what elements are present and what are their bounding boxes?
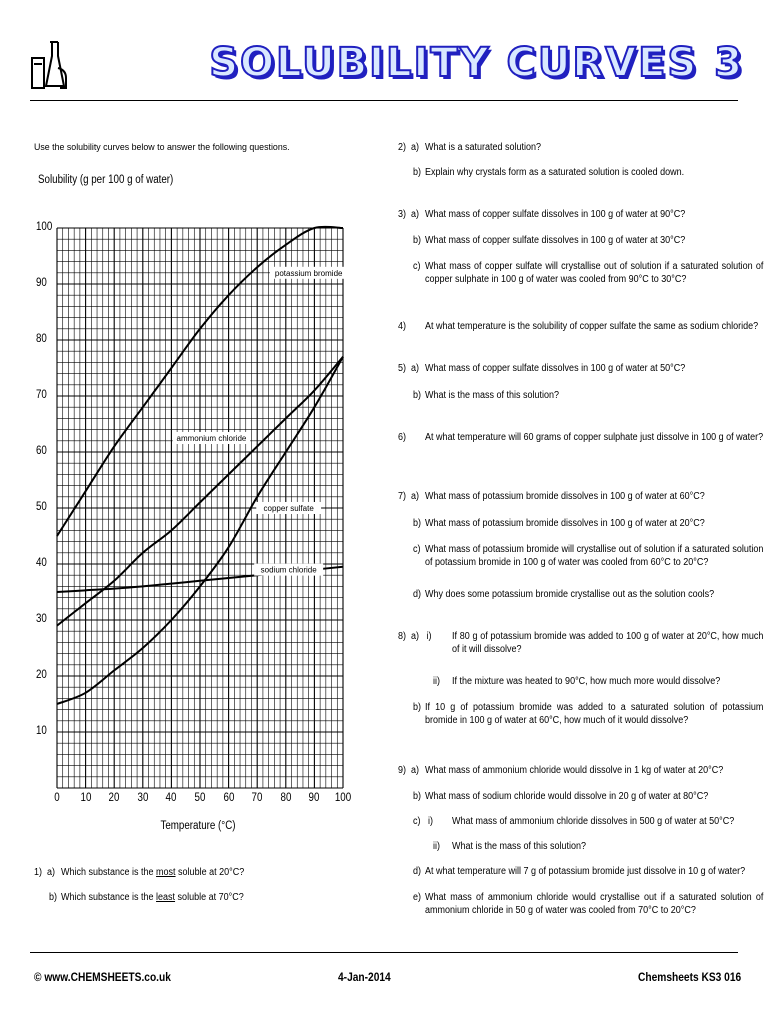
question-number: 1) a)	[34, 867, 56, 878]
x-tick-label: 100	[334, 792, 352, 804]
solubility-chart	[0, 200, 390, 820]
y-tick-label: 100	[36, 221, 53, 233]
question-text: What mass of ammonium chloride dissolves in 500 g of water at 50°C?	[452, 816, 735, 827]
y-tick-label: 20	[36, 669, 47, 681]
question-number: b)	[34, 892, 58, 903]
question-text: What mass of potassium bromide dissolves in 100 g of water at 60°C?	[425, 491, 705, 502]
curve-label: potassium bromide	[274, 268, 343, 278]
question-text: What mass of potassium bromide will crystallise out of solution if a saturated solution of potassium bromide in 100 g of water was cooled from 60°C to 20°C?	[425, 544, 764, 568]
x-tick-label: 70	[251, 792, 263, 804]
question-number: 8) a) i)	[398, 631, 432, 642]
x-tick-label: 40	[165, 792, 177, 804]
footer-reference: Chemsheets KS3 016	[638, 970, 742, 984]
question-text: What is the mass of this solution?	[452, 841, 587, 852]
question-number: 4)	[398, 321, 407, 332]
question-text: What mass of copper sulfate dissolves in 100 g of water at 50°C?	[425, 363, 686, 374]
question-text: What mass of copper sulfate dissolves in 100 g of water at 30°C?	[425, 235, 686, 246]
y-tick-label: 30	[36, 613, 47, 625]
question-text: Which substance is the least soluble at 70°C?	[61, 892, 244, 903]
y-tick-label: 10	[36, 725, 47, 737]
x-tick-label: 20	[108, 792, 120, 804]
question-number: 7) a)	[398, 491, 420, 502]
question-number: 2) a)	[398, 142, 420, 153]
x-tick-label: 80	[280, 792, 292, 804]
question-number: b)	[398, 235, 422, 246]
x-tick-label: 0	[54, 792, 60, 804]
question-text: What mass of sodium chloride would dissolve in 20 g of water at 80°C?	[425, 791, 709, 802]
question-text: If the mixture was heated to 90°C, how much more would dissolve?	[452, 676, 721, 687]
question-number: ii)	[398, 676, 441, 687]
question-text: What mass of copper sulfate will crystallise out of solution if a saturated solution of copper sulphate in 100 g of water was cooled from 90°C to 30°C?	[425, 261, 764, 285]
question-number: 6)	[398, 432, 407, 443]
footer-website: © www.CHEMSHEETS.co.uk	[34, 970, 171, 984]
question-number: b)	[398, 390, 422, 401]
curve-label: sodium chloride	[260, 565, 317, 575]
question-number: e)	[398, 892, 422, 903]
question-number: b)	[398, 791, 422, 802]
y-tick-label: 80	[36, 333, 47, 345]
question-number: ii)	[398, 841, 441, 852]
question-text: What mass of ammonium chloride would crystallise out if a saturated solution of ammonium chloride in 50 g of water was cooled from 70°C to 20°C?	[425, 892, 764, 916]
header-rule	[30, 100, 738, 101]
question-text: At what temperature is the solubility of copper sulfate the same as sodium chloride?	[425, 321, 759, 332]
footer-rule	[30, 952, 738, 953]
y-tick-label: 60	[36, 445, 47, 457]
y-tick-label: 50	[36, 501, 47, 513]
question-number: c) i)	[398, 816, 434, 827]
question-number: b)	[398, 167, 422, 178]
question-number: 9) a)	[398, 765, 420, 776]
y-tick-label: 70	[36, 389, 47, 401]
x-tick-label: 50	[194, 792, 206, 804]
curve-label: copper sulfate	[263, 504, 314, 513]
question-text: Explain why crystals form as a saturated solution is cooled down.	[425, 167, 685, 178]
x-tick-label: 30	[137, 792, 149, 804]
question-number: b)	[398, 702, 422, 713]
question-text: What is a saturated solution?	[425, 142, 542, 153]
x-tick-label: 10	[80, 792, 92, 804]
question-text: At what temperature will 60 grams of copper sulphate just dissolve in 100 g of water?	[425, 432, 764, 443]
intro-text: Use the solubility curves below to answer the following questions.	[34, 142, 290, 153]
x-tick-label: 90	[308, 792, 320, 804]
question-number: 3) a)	[398, 209, 420, 220]
question-number: b)	[398, 518, 422, 529]
question-text: Why does some potassium bromide crystallise out as the solution cools?	[425, 589, 715, 600]
question-text: What mass of copper sulfate dissolves in 100 g of water at 90°C?	[425, 209, 686, 220]
page-title: SOLUBILITY CURVES 3	[209, 40, 744, 86]
lab-glassware-icon	[28, 38, 72, 94]
question-text: Which substance is the most soluble at 20°C?	[61, 867, 245, 878]
x-tick-label: 60	[223, 792, 235, 804]
question-text: What mass of ammonium chloride would dissolve in 1 kg of water at 20°C?	[425, 765, 724, 776]
question-number: c)	[398, 261, 421, 272]
question-text: At what temperature will 7 g of potassium bromide just dissolve in 10 g of water?	[425, 866, 746, 877]
question-number: d)	[398, 589, 422, 600]
curve-label: ammonium chloride	[176, 434, 247, 443]
question-text: What is the mass of this solution?	[425, 390, 560, 401]
question-number: 5) a)	[398, 363, 420, 374]
y-tick-label: 90	[36, 277, 47, 289]
y-tick-label: 40	[36, 557, 47, 569]
x-axis-label: Temperature (°C)	[160, 820, 236, 832]
question-number: d)	[398, 866, 422, 877]
question-number: c)	[398, 544, 421, 555]
question-text: What mass of potassium bromide dissolves in 100 g of water at 20°C?	[425, 518, 705, 529]
question-text: If 10 g of potassium bromide was added to a saturated solution of potassium bromide in 100 g of water at 60°C, how much of it would dissolve?	[425, 702, 764, 726]
y-axis-label: Solubility (g per 100 g of water)	[38, 174, 174, 186]
footer-date: 4-Jan-2014	[338, 970, 391, 984]
question-text: If 80 g of potassium bromide was added to 100 g of water at 20°C, how much of it will dissolve?	[452, 631, 764, 655]
